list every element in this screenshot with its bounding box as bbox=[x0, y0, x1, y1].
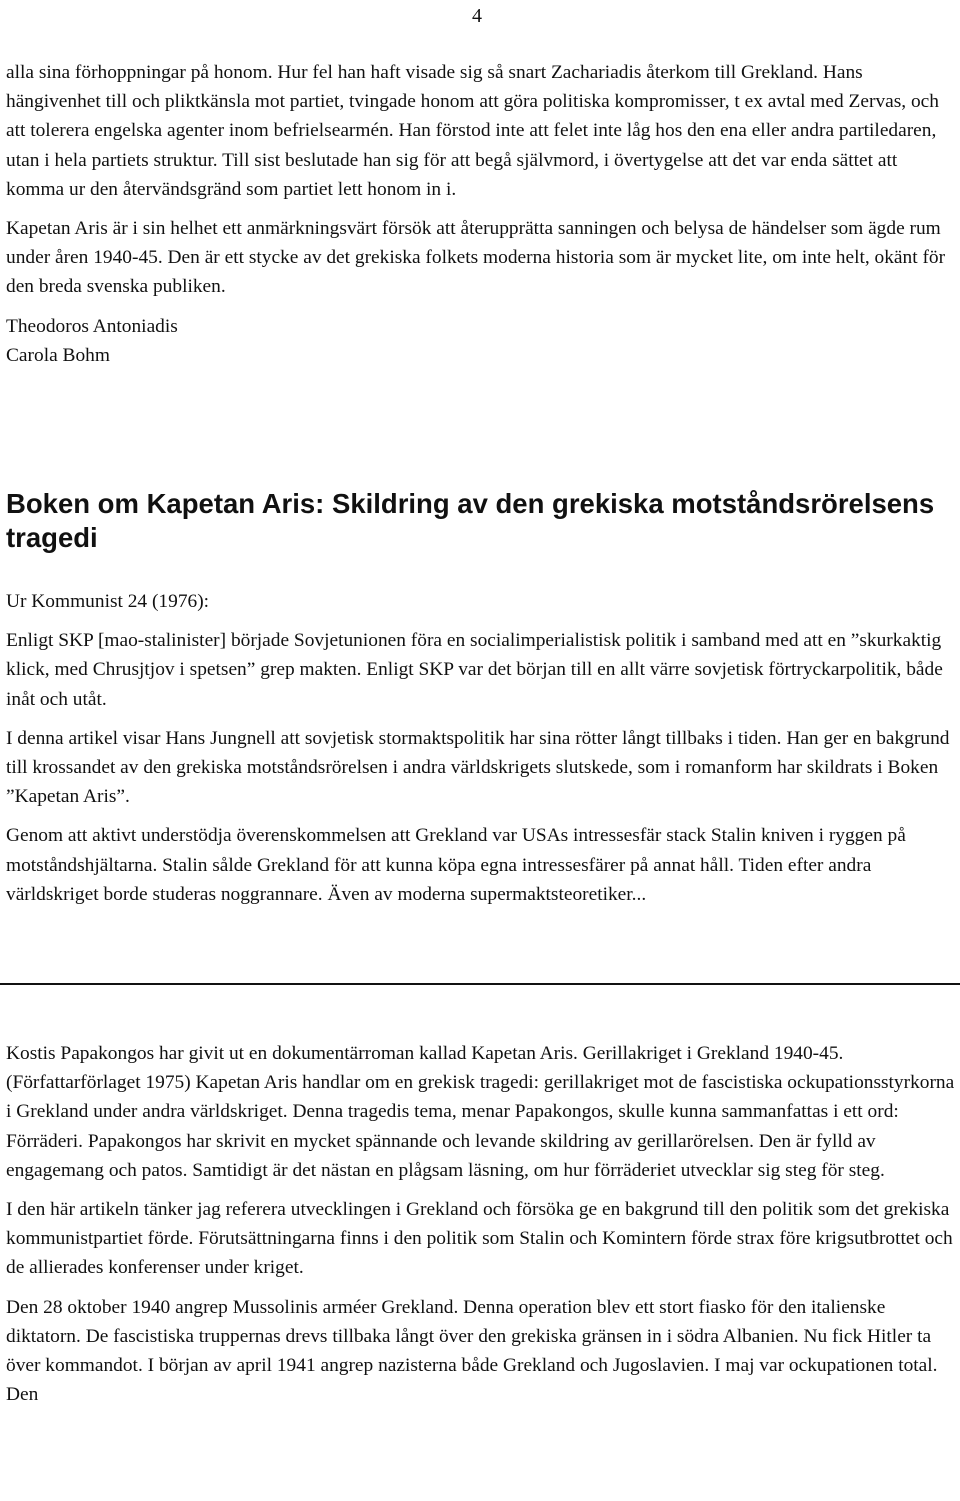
article-paragraph-2: I denna artikel visar Hans Jungnell att sovjetisk stormaktspolitik har sina rötter långt tillbaks i tiden. Han ger en bakgrund till krossandet av den grekiska motståndsrörelsen i andra världskrigets slutskede, som i romanform har skildrats i Boken ”Kapetan Aris”. bbox=[6, 727, 950, 808]
body-paragraph-1: Kostis Papakongos har givit ut en dokumentärroman kallad Kapetan Aris. Gerillakriget i Grekland 1940-45. (Författarförlaget 1975) Kapetan Aris handlar om en grekisk tragedi: gerillakriget mot de fascistiska ockupationsstyrkorna i Grekland under andra världskriget. Denna tragedis tema, menar Papakongos, skulle kunna sammanfattas i ett ord: Förräderi. Papakongos har skrivit en mycket spännande och levande skildring av gerillarörelsen. Den är fylld av engagemang och patos. Samtidigt är det nästan en plågsam läsning, om hur förräderiet utvecklar sig steg för steg. bbox=[6, 1043, 955, 1181]
signature-name-2: Carola Bohm bbox=[6, 344, 110, 366]
article-section bbox=[6, 487, 956, 919]
intro-paragraph-2: Kapetan Aris är i sin helhet ett anmärkningsvärt försök att återupprätta sanningen och belysa de händelser som ägde rum under åren 1940-45. Den är ett stycke av det grekiska folkets moderna historia som är mycket lite, om inte helt, okänt för den breda svenska publiken. bbox=[6, 218, 946, 298]
body-paragraph-2: I den här artikeln tänker jag referera utvecklingen i Grekland och försöka ge en bakgrund till den politik som det grekiska kommunistpartiet förde. Förutsättningarna finns i den politik som Stalin och Komintern förde strax före krigsutbrottet och de allierades konferenser under kriget. bbox=[6, 1199, 953, 1279]
section-divider bbox=[0, 983, 960, 985]
signature-name-1: Theodoros Antoniadis bbox=[6, 315, 178, 337]
article-source: Ur Kommunist 24 (1976): bbox=[6, 591, 210, 612]
article-paragraph-3: Genom att aktivt understödja överenskommelsen att Grekland var USAs intressesfär stack Stalin kniven i ryggen på motståndshjältarna. Stalin sålde Grekland för att kunna köpa egna intressesfärer på annat håll. Tiden efter andra världskriget borde studeras noggrannare. Även av moderna supermaktsteoretiker... bbox=[6, 825, 906, 905]
body-paragraph-3: Den 28 oktober 1940 angrep Mussolinis arméer Grekland. Denna operation blev ett stort fiasko för den italienske diktatorn. De fascistiska truppernas drevs tillbaka långt över den grekiska gränsen in i södra Albanien. Nu fick Hitler ta över kommandot. I början av april 1941 angrep nazisterna både Grekland och Jugoslavien. I maj var ockupationen total. Den bbox=[6, 1296, 938, 1406]
intro-section bbox=[6, 58, 956, 370]
page-number: 4 bbox=[472, 5, 482, 27]
intro-paragraph-1: alla sina förhoppningar på honom. Hur fel han haft visade sig så snart Zachariadis återkom till Grekland. Hans hängivenhet till och pliktkänsla mot partiet, tvingade honom att göra politiska kompromisser, t ex avtal med Zervas, och att tolerera engelska agenter inom befrielsearmén. Han förstod inte att felet inte låg hos den ena eller andra partiledaren, utan i hela partiets struktur. Till sist beslutade han sig för att begå självmord, i övertygelse att det var enda sättet att komma ur den återvändsgränd som partiet lett honom in i. bbox=[6, 62, 939, 200]
article-title: Boken om Kapetan Aris: Skildring av den grekiska motståndsrörelsens tragedi bbox=[6, 488, 935, 553]
article-paragraph-1: Enligt SKP [mao-stalinister] började Sovjetunionen föra en socialimperialistisk politik i samband med att en ”skurkaktig klick, med Chrusjtjov i spetsen” grep makten. Enligt SKP var det början till en allt värre sovjetisk förtryckarpolitik, både inåt och utåt. bbox=[6, 630, 943, 710]
signature-block bbox=[6, 312, 956, 370]
body-section bbox=[6, 1039, 956, 1419]
